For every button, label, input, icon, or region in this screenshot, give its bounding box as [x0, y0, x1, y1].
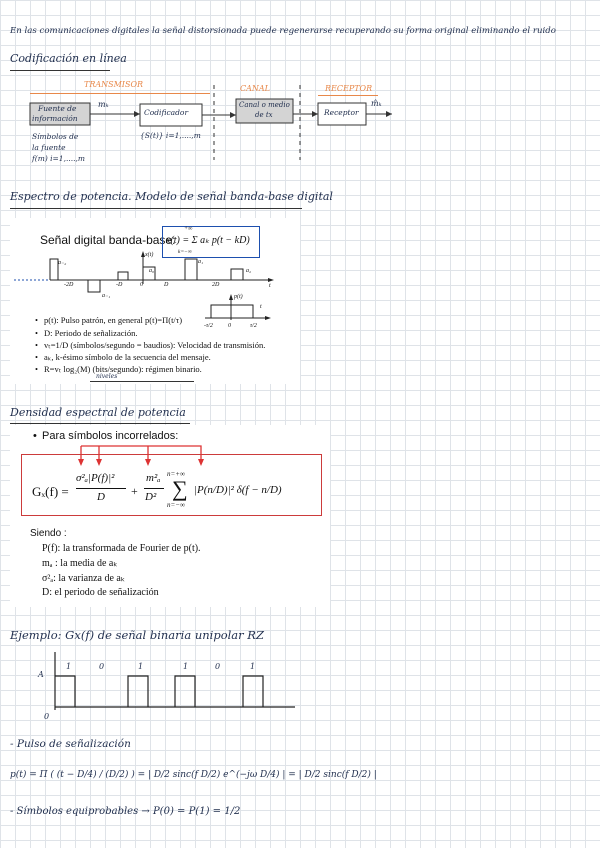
pulso-formula: p(t) = Π ( (t − D/4) / (D/2) ) = | D/2 sinc(f D/2) e^(−jω D/4) | = | D/2 sinc(f D/2) | — [10, 770, 377, 780]
section-title-codificacion: Codificación en línea — [10, 52, 127, 65]
rz-bit-4: 0 — [215, 662, 221, 671]
t-axis-label: t — [269, 283, 271, 289]
section-underline — [10, 423, 190, 424]
section-underline — [10, 208, 302, 209]
formula-xt: x(t) = Σ aₖ p(t − kD) — [166, 235, 250, 246]
tick-zero: 0 — [140, 282, 143, 288]
equiprobables-line: - Símbolos equiprobables → P(0) = P(1) = 1/2 — [10, 806, 241, 817]
rz-A-label: A — [38, 670, 44, 679]
def-sigma: σ²ₐ: la varianza de aₖ — [42, 573, 126, 584]
label-transmisor: TRANSMISOR — [84, 80, 144, 89]
codificador-label: Codificador — [144, 108, 189, 117]
rz-bit-5: 1 — [250, 662, 256, 671]
psd-plus: + — [131, 484, 138, 498]
a0-label: a₀ — [149, 268, 155, 274]
pt-tick-left: -τ/2 — [204, 323, 213, 329]
rz-bit-0: 1 — [66, 662, 72, 671]
psd-lhs: Gₓ(f) = — [32, 484, 69, 499]
a-minus-1-label: a₋₁ — [102, 293, 111, 299]
transmisor-bracket — [30, 93, 210, 94]
label-canal: CANAL — [240, 84, 270, 93]
def-ma: mₐ : la media de aₖ — [42, 558, 118, 569]
psd-term2-bar — [144, 488, 164, 489]
section-underline — [10, 70, 110, 71]
x-axis-label: x(t) — [145, 252, 154, 258]
psd-term2-rest: |P(n/D)|² δ(f − n/D) — [194, 484, 282, 496]
fuente-label-1: Fuente de — [38, 104, 77, 113]
simbolos-label-2: la fuente — [32, 143, 66, 152]
a2-label: a₂ — [246, 268, 252, 274]
rz-bit-3: 1 — [183, 662, 189, 671]
intro-line: En las comunicaciones digitales la señal distorsionada puede regenerarse recuperando su forma original eliminando el ruido — [10, 26, 556, 36]
rz-waveform — [45, 650, 345, 720]
bullet-R: • R=vₜ log₂(M) (bits/segundo): régimen binario. — [44, 364, 202, 375]
rz-zero-label: 0 — [44, 712, 50, 721]
psd-term1-den: D — [97, 491, 105, 503]
section-title-ejemplo: Ejemplo: Gx(f) de señal binaria unipolar RZ — [10, 628, 264, 642]
def-Pf: P(f): la transformada de Fourier de p(t). — [42, 543, 201, 554]
pt-t-label: t — [260, 304, 262, 310]
xt-waveform — [10, 250, 300, 300]
psd-sum-top: n=+∞ — [167, 470, 185, 478]
psd-red-arrows — [21, 440, 321, 470]
pt-tick-zero: 0 — [228, 323, 231, 329]
psd-term2-den: D² — [145, 491, 157, 503]
rz-bit-2: 1 — [138, 662, 144, 671]
bullet-incorrelados: • Para símbolos incorrelados: — [42, 430, 178, 442]
formula-sum-top: +∞ — [184, 226, 193, 232]
sk-label: {S(t)} i=1,....,m — [140, 131, 201, 140]
simbolos-label-3: f(m) i=1,....,m — [32, 154, 85, 163]
section-title-densidad: Densidad espectral de potencia — [10, 406, 186, 419]
psd-term1-num: σ²ₐ|P(f)|² — [76, 472, 115, 484]
bullet-D: • D: Periodo de señalización. — [44, 328, 137, 338]
m-output-label: m̂ₖ — [371, 99, 382, 108]
simbolos-label-1: Símbolos de — [32, 132, 79, 141]
bullet-ak: • aₖ, k-ésimo símbolo de la secuencia del mensaje. — [44, 352, 211, 363]
psd-term2-num: m²ₐ — [146, 472, 161, 484]
label-receptor: RECEPTOR — [325, 84, 373, 93]
tick-minus-2D: -2D — [64, 282, 74, 288]
bullet-vt: • vₜ=1/D (símbolos/segundo = baudios): Velocidad de transmisión. — [44, 340, 265, 351]
fuente-label-2: información — [32, 114, 78, 123]
pt-axis-label: p(t) — [234, 294, 243, 300]
block-diagram — [0, 95, 600, 195]
pt-tick-right: τ/2 — [250, 323, 257, 329]
receptor-label: Receptor — [324, 108, 359, 117]
panel-underline — [90, 381, 194, 382]
niveles-annotation: niveles — [96, 373, 118, 380]
rz-bit-1: 0 — [99, 662, 105, 671]
def-D: D: el periodo de señalización — [42, 587, 159, 598]
canal-label-2: de tx — [255, 111, 273, 119]
pulso-heading: - Pulso de señalización — [10, 738, 131, 750]
canal-label-1: Canal o medio — [239, 101, 290, 109]
siendo-label: Siendo : — [30, 528, 67, 539]
psd-sum-sign: ∑ — [172, 476, 188, 501]
bullet-pt: • p(t): Pulso patrón, en general p(t)=Π(t/τ) — [44, 315, 182, 325]
formula-sum-bottom: k=−∞ — [178, 249, 192, 255]
tick-2D: 2D — [212, 282, 220, 288]
psd-term1-bar — [76, 488, 126, 489]
a-minus-2-label: a₋₂ — [58, 260, 67, 266]
psd-sum-bottom: n=−∞ — [167, 501, 185, 509]
tick-minus-D: -D — [116, 282, 123, 288]
tick-D: D — [164, 282, 169, 288]
section-title-espectro: Espectro de potencia. Modelo de señal banda-base digital — [10, 190, 333, 203]
m-input-label: mₖ — [98, 100, 109, 109]
a1-label: a₁ — [198, 259, 204, 265]
panel-title: Señal digital banda-base: — [40, 233, 176, 247]
